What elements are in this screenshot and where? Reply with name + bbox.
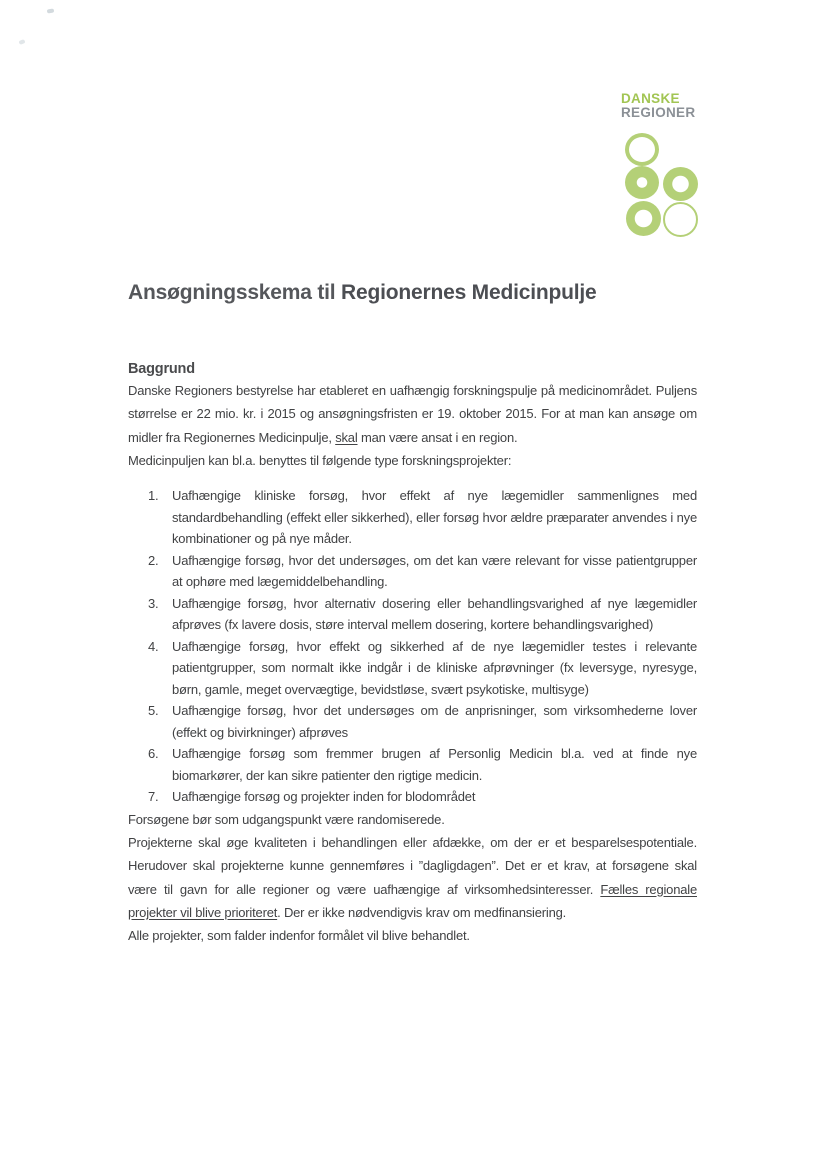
paragraph-background-text-end: man være ansat i en region.: [357, 429, 518, 445]
list-item-text: Uafhængige forsøg, hvor alternativ dosering eller behandlingsvarighed af nye lægemidler afprøves (fx lavere dosis, støre interval mellem dosering, kortere behandlingsvarighed): [172, 595, 697, 633]
page-title: [128, 278, 697, 308]
list-item-number: 6.: [148, 746, 159, 762]
list-intro: Medicinpuljen kan bl.a. benyttes til følgende type forskningsprojekter:: [128, 452, 512, 468]
list-item-text: Uafhængige forsøg som fremmer brugen af Personlig Medicin bl.a. ved at finde nye biomarkører, der kan sikre patienter den rigtige medicin.: [172, 746, 697, 783]
scan-artifact: [47, 9, 54, 14]
project-type-list: [128, 485, 697, 808]
paragraph-randomized: Forsøgene bør som udgangspunkt være randomiserede.: [128, 811, 445, 827]
list-item: [128, 786, 697, 808]
underlined-phrase-faelles-regionale: Fælles regionale projekter vil blive prioriteret: [128, 881, 697, 920]
paragraph-requirements-text-end: . Der er ikke nødvendigvis krav om medfinansiering.: [277, 904, 567, 920]
list-item-number: 5.: [148, 703, 159, 719]
document-body: [128, 0, 697, 947]
underlined-word-skal: skal: [335, 429, 358, 445]
logo-text-regioner: REGIONER: [621, 105, 696, 120]
list-item: [128, 550, 697, 593]
paragraph-final: Alle projekter, som falder indenfor formålet vil blive behandlet.: [128, 928, 470, 944]
list-item-number: 1.: [148, 488, 159, 504]
list-item: [128, 593, 697, 636]
list-item-text: Uafhængige kliniske forsøg, hvor effekt af nye lægemidler sammenlignes med standardbehandling (effekt eller sikkerhed), eller forsøg hvor ældre præparater anvendes i nye kombinationer og på nye måder.: [172, 488, 697, 547]
section-heading-baggrund: Baggrund: [128, 361, 195, 377]
list-item-text: Uafhængige forsøg og projekter inden for blodområdet: [172, 789, 476, 805]
list-item-number: 4.: [148, 638, 159, 654]
scan-artifact: [18, 39, 25, 45]
list-item-text: Uafhængige forsøg, hvor effekt og sikkerhed af de nye lægemidler testes i relevante patientgrupper, som normalt ikke indgår i de kliniske afprøvninger (fx leversyge, nyresyge, børn, gamle, meget overvægtige, bevidstløse, svært psykotiske, multisyge): [172, 638, 697, 697]
page-title-prefix: Ansøgningsskema til: [128, 281, 342, 304]
paragraph-requirements: [128, 831, 697, 924]
list-item: [128, 636, 697, 701]
list-item-number: 3.: [148, 595, 159, 611]
list-item: [128, 700, 697, 743]
list-item-text: Uafhængige forsøg, hvor det undersøges, om det kan være relevant for visse patientgrupper at ophøre med lægemiddelbehandling.: [172, 552, 697, 590]
paragraph-requirements-text: Projekterne skal øge kvaliteten i behandlingen eller afdække, om der er et besparelsespotentiale. Herudover skal projekterne kunne gennemføres i ”dagligdagen”. Det er et krav, at forsøgene skal være til gavn for alle regioner og være uafhængige af virksomhedsinteresser.: [128, 834, 697, 897]
paragraph-background: [128, 379, 697, 449]
page-title-subject: Regionernes Medicinpulje: [341, 281, 597, 304]
logo-text-danske: DANSKE: [621, 91, 680, 106]
paragraph-background-text: Danske Regioners bestyrelse har etableret en uafhængig forskningspulje på medicinområdet. Puljens størrelse er 22 mio. kr. i 2015 og ansøgningsfristen er 19. oktober 2015. For at man kan ansøge om midler fra Regionernes Medicinpulje,: [128, 383, 697, 445]
list-item-text: Uafhængige forsøg, hvor det undersøges om de anprisninger, som virksomhederne lover (effekt og bivirkninger) afprøves: [172, 703, 697, 740]
list-item: [128, 743, 697, 786]
list-item: [128, 485, 697, 550]
list-item-number: 7.: [148, 789, 159, 805]
list-item-number: 2.: [148, 552, 159, 568]
